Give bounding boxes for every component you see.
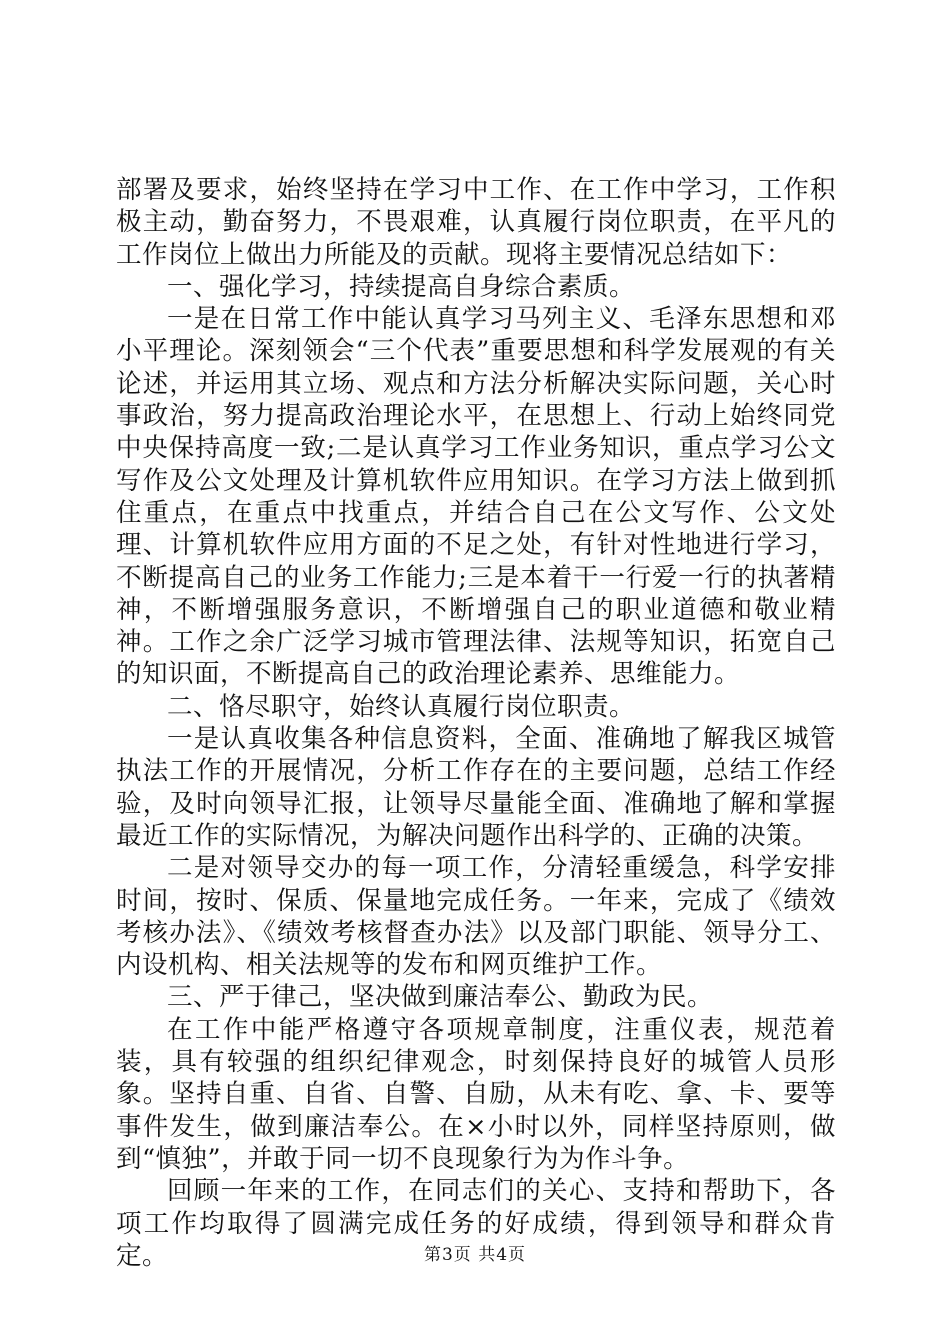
paragraph-discipline: 在工作中能严格遵守各项规章制度，注重仪表，规范着装，具有较强的组织纪律观念，时刻保持良好的城管人员形象。坚持自重、自省、自警、自励，从未有吃、拿、卡、要等事件发生，做到廉洁奉公。在×小时以外，同样坚持原则，做到“慎独”，并敢于同一切不良现象行为为作斗争。 — [116, 1014, 836, 1174]
section-heading-2: 二、恪尽职守，始终认真履行岗位职责。 — [167, 691, 636, 722]
paragraph-study: 一是在日常工作中能认真学习马列主义、毛泽东思想和邓小平理论。深刻领会“三个代表”重要思想和科学发展观的有关论述，并运用其立场、观点和方法分析解决实际问题，关心时事政治，努力提高政治理论水平，在思想上、行动上始终同党中央保持高度一致;二是认真学习工作业务知识，重点学习公文写作及公文处理及计算机软件应用知识。在学习方法上做到抓住重点，在重点中找重点，并结合自己在公文写作、公文处理、计算机软件应用方面的不足之处，有针对性地进行学习，不断提高自己的业务工作能力;三是本着干一行爱一行的执著精神，不断增强服务意识，不断增强自己的职业道德和敬业精神。工作之余广泛学习城市管理法律、法规等知识，拓宽自己的知识面，不断提高自己的政治理论素养、思维能力。 — [116, 304, 836, 690]
section-heading-1: 一、强化学习，持续提高自身综合素质。 — [167, 271, 636, 302]
paragraph-duty-2: 二是对领导交办的每一项工作，分清轻重缓急，科学安排时间，按时、保质、保量地完成任务。一年来，完成了《绩效考核办法》、《绩效考核督查办法》以及部门职能、领导分工、内设机构、相关法规等的发布和网页维护工作。 — [116, 853, 836, 981]
page-number-footer: 第3页 共4页 — [423, 1245, 527, 1265]
paragraph-intro: 部署及要求，始终坚持在学习中工作、在工作中学习，工作积极主动，勤奋努力，不畏艰难，认真履行岗位职责，在平凡的工作岗位上做出力所能及的贡献。现将主要情况总结如下： — [116, 175, 836, 270]
section-heading-3: 三、严于律己，坚决做到廉洁奉公、勤政为民。 — [167, 982, 714, 1013]
paragraph-duty-1: 一是认真收集各种信息资料，全面、准确地了解我区城管执法工作的开展情况，分析工作存在的主要问题，总结工作经验，及时向领导汇报，让领导尽量能全面、准确地了解和掌握最近工作的实际情况，为解决问题作出科学的、正确的决策。 — [116, 724, 836, 851]
paragraph-review: 回顾一年来的工作，在同志们的关心、支持和帮助下，各项工作均取得了圆满完成任务的好成绩，得到领导和群众肯定。 — [116, 1176, 836, 1271]
document-body — [116, 174, 836, 1272]
